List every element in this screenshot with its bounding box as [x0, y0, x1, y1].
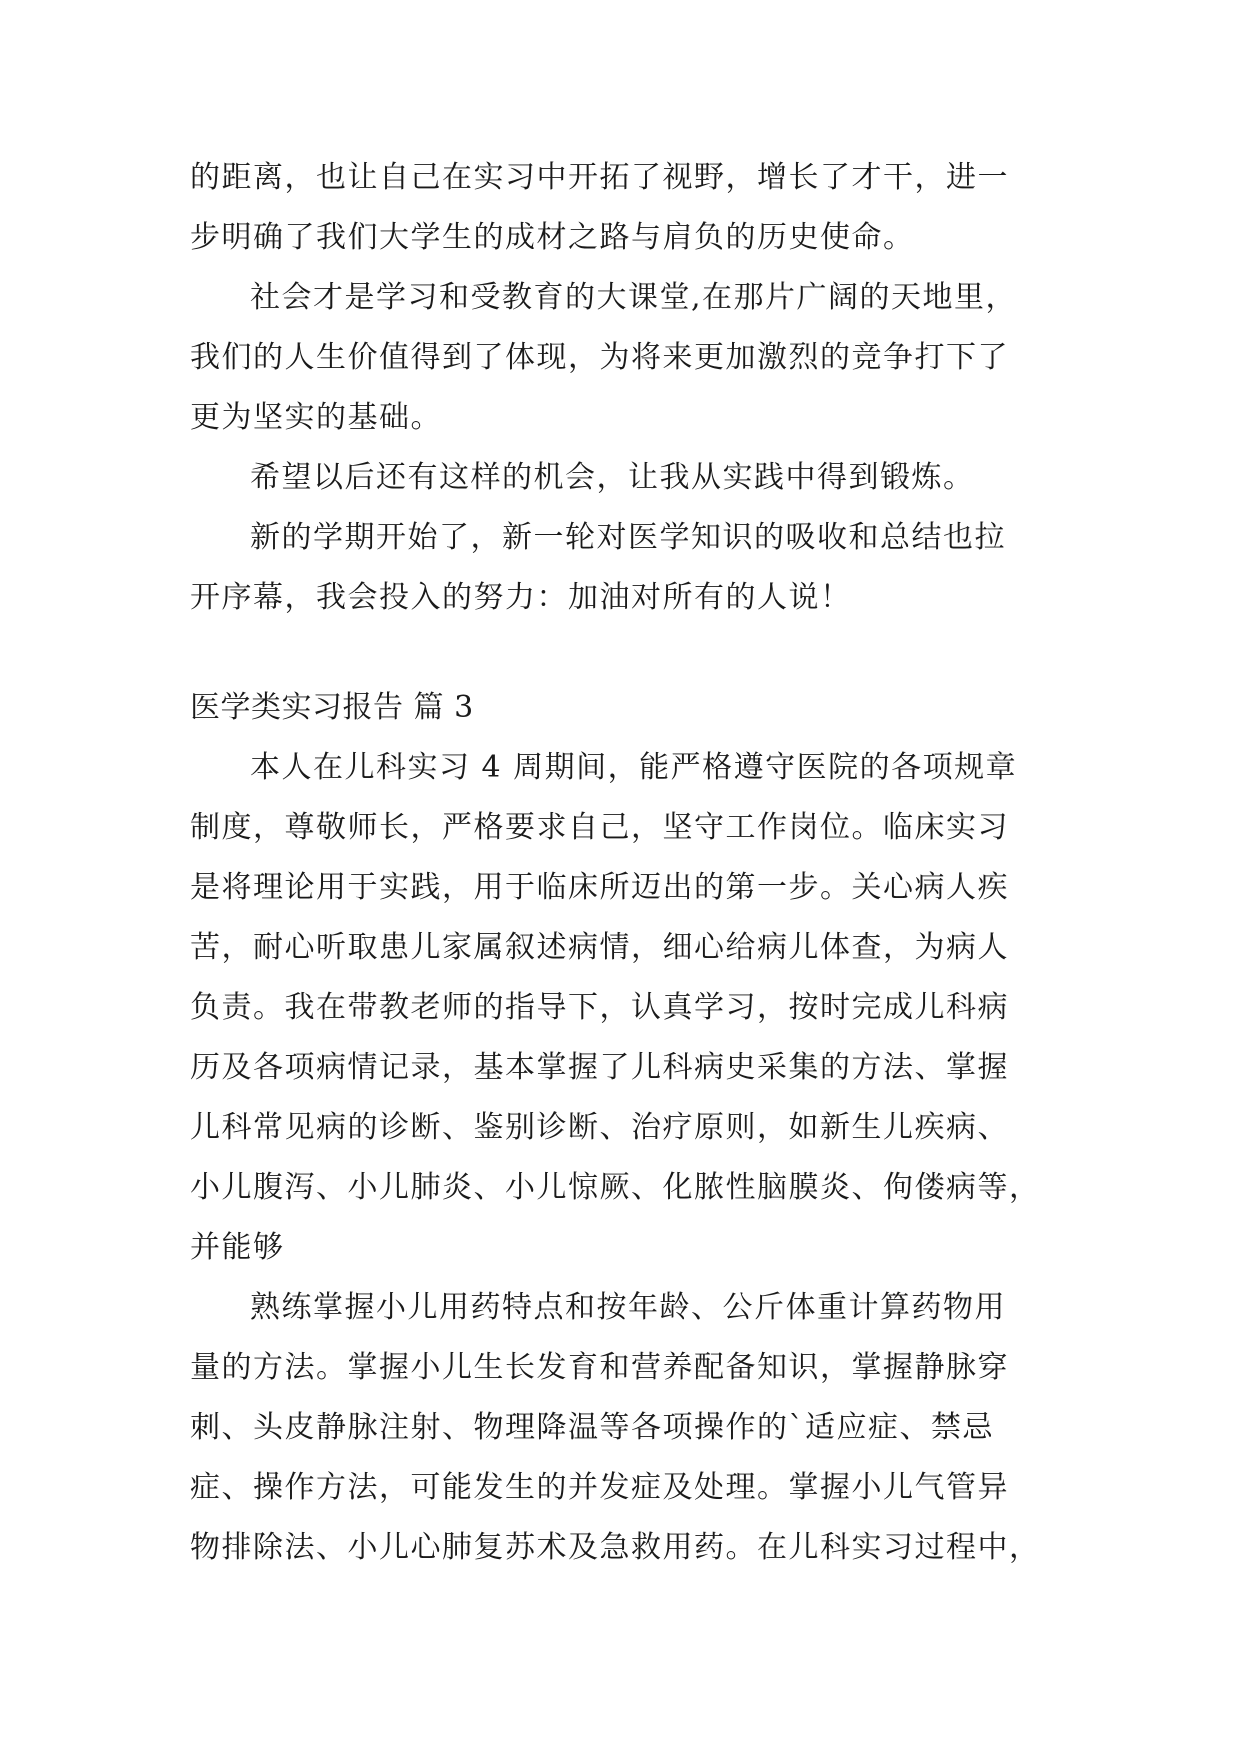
- section-heading: 医学类实习报告 篇 3: [190, 690, 474, 725]
- text-line: 负责。我在带教老师的指导下，认真学习，按时完成儿科病: [190, 990, 1009, 1025]
- text-line: 步明确了我们大学生的成材之路与肩负的历史使命。: [190, 220, 915, 255]
- text-line: 刺、头皮静脉注射、物理降温等各项操作的`适应症、禁忌: [190, 1410, 994, 1445]
- text-line: 是将理论用于实践，用于临床所迈出的第一步。关心病人疾: [190, 870, 1009, 905]
- text-line: 制度，尊敬师长，严格要求自己，坚守工作岗位。临床实习: [190, 810, 1009, 845]
- text-line: 我们的人生价值得到了体现，为将来更加激烈的竞争打下了: [190, 340, 1009, 375]
- text-line: 并能够: [190, 1230, 285, 1265]
- text-line: 苦，耐心听取患儿家属叙述病情，细心给病儿体查，为病人: [190, 930, 1009, 965]
- text-line: 希望以后还有这样的机会，让我从实践中得到锻炼。: [250, 460, 975, 495]
- text-line: 熟练掌握小儿用药特点和按年龄、公斤体重计算药物用: [250, 1290, 1006, 1325]
- text-line: 社会才是学习和受教育的大课堂,在那片广阔的天地里，: [250, 280, 1018, 315]
- text-line: 的距离，也让自己在实习中开拓了视野，增长了才干，进一: [190, 160, 1009, 195]
- text-line: 儿科常见病的诊断、鉴别诊断、治疗原则，如新生儿疾病、: [190, 1110, 1009, 1145]
- text-line: 本人在儿科实习 4 周期间，能严格遵守医院的各项规章: [250, 750, 1018, 785]
- text-line: 小儿腹泻、小儿肺炎、小儿惊厥、化脓性脑膜炎、佝偻病等，: [190, 1170, 1041, 1205]
- text-line: 更为坚实的基础。: [190, 400, 442, 435]
- text-line: 物排除法、小儿心肺复苏术及急救用药。在儿科实习过程中，: [190, 1530, 1041, 1565]
- text-line: 症、操作方法，可能发生的并发症及处理。掌握小儿气管异: [190, 1470, 1009, 1505]
- text-line: 历及各项病情记录，基本掌握了儿科病史采集的方法、掌握: [190, 1050, 1009, 1085]
- text-line: 开序幕，我会投入的努力：加油对所有的人说！: [190, 580, 852, 615]
- text-line: 量的方法。掌握小儿生长发育和营养配备知识，掌握静脉穿: [190, 1350, 1009, 1385]
- text-line: 新的学期开始了，新一轮对医学知识的吸收和总结也拉: [250, 520, 1006, 555]
